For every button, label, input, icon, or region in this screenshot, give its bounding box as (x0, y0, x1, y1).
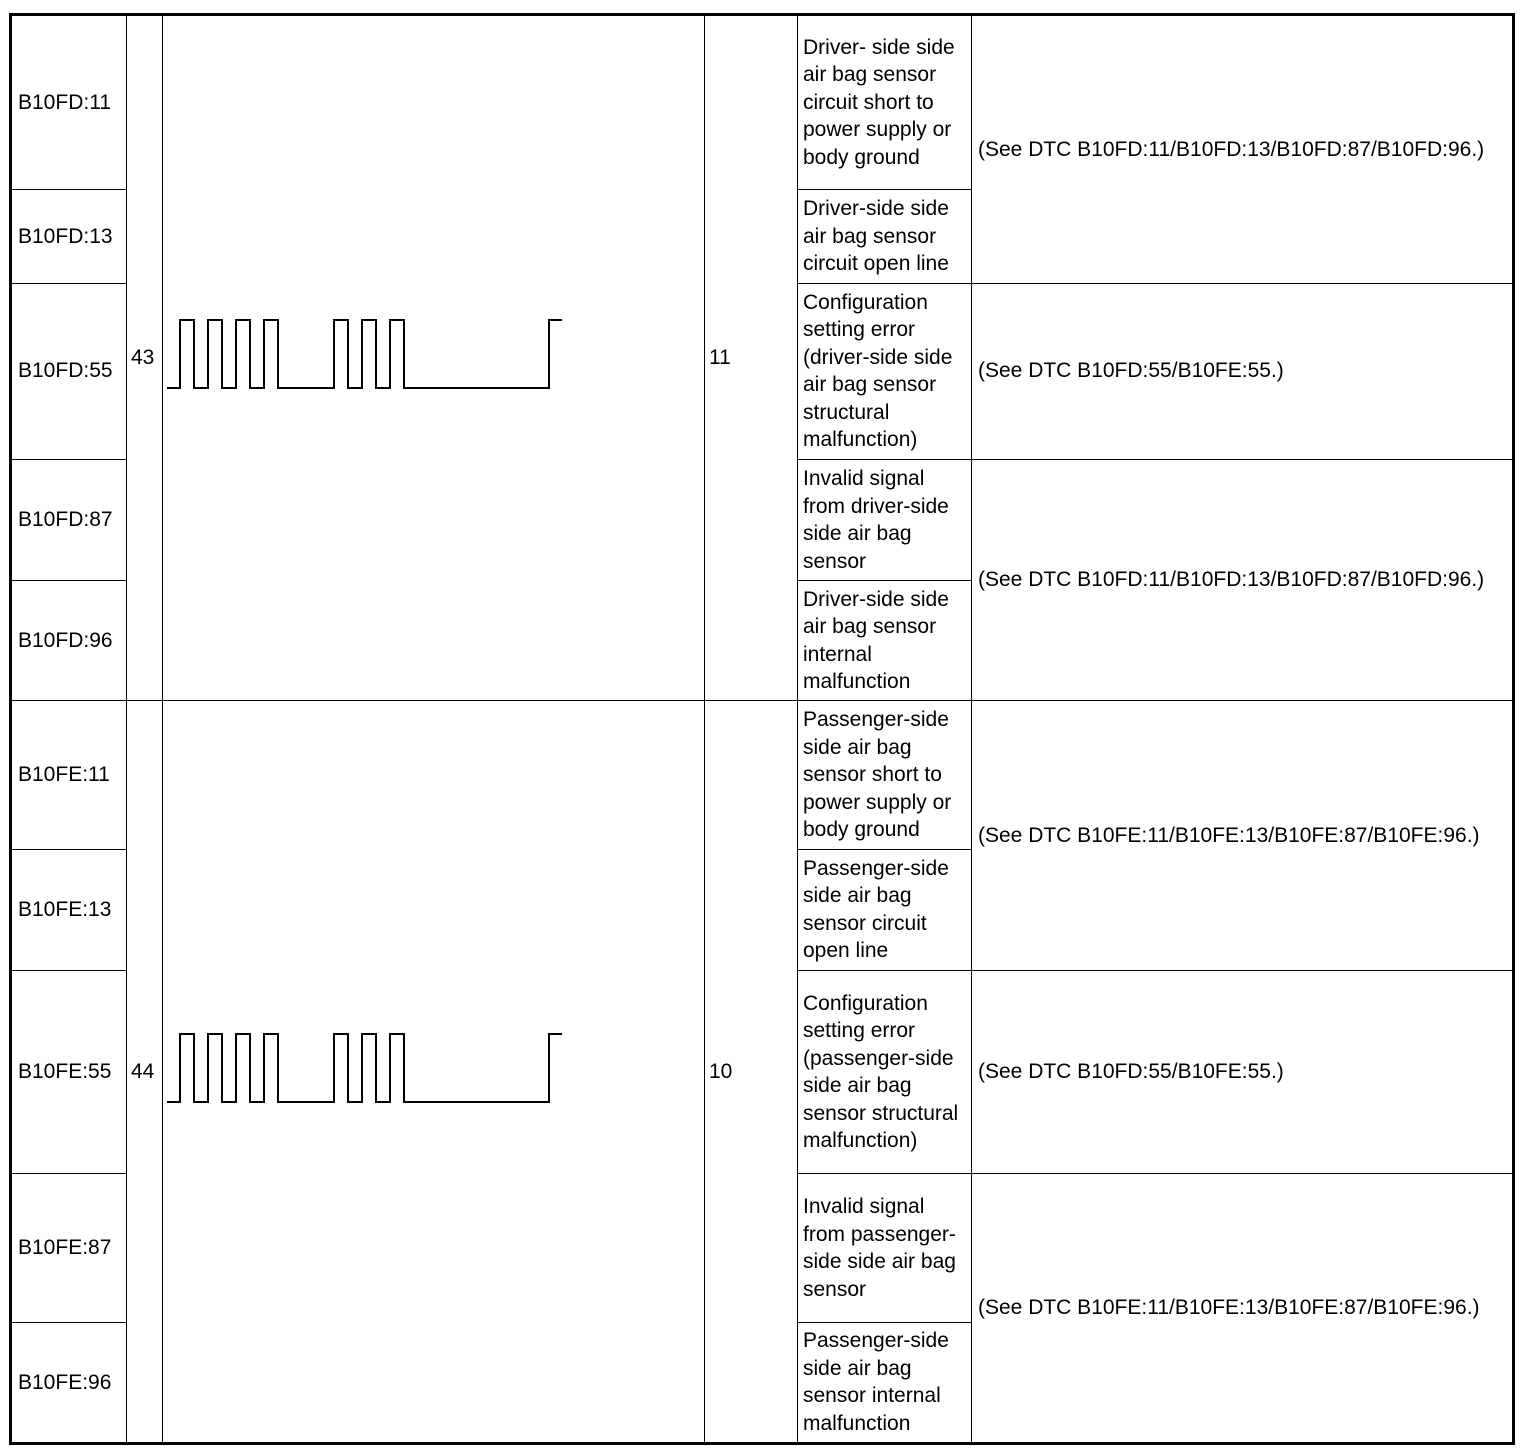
dtc-code: B10FD:96 (11, 581, 127, 701)
condition-cell: Configuration setting error (passenger-side side air bag sensor structural malfunction) (798, 970, 972, 1173)
reference-cell: (See DTC B10FD:55/B10FE:55.) (972, 970, 1514, 1173)
pulse-pattern-cell (163, 701, 705, 1444)
condition-cell: Passenger-side side air bag sensor internal malfunction (798, 1322, 972, 1443)
condition-cell: Passenger-side side air bag sensor circuit open line (798, 849, 972, 970)
dtc-code: B10FD:87 (11, 459, 127, 580)
dtc-table (9, 13, 1515, 1445)
dtc-code: B10FE:87 (11, 1174, 127, 1322)
dtc-code: B10FE:11 (11, 701, 127, 849)
reference-cell: (See DTC B10FE:11/B10FE:13/B10FE:87/B10FE:96.) (972, 701, 1514, 971)
condition-cell: Invalid signal from driver-side side air bag sensor (798, 459, 972, 580)
pulse-waveform (167, 318, 567, 398)
condition-cell: Configuration setting error (driver-side side air bag sensor structural malfunction) (798, 283, 972, 459)
condition-cell: Invalid signal from passenger-side side air bag sensor (798, 1174, 972, 1322)
dtc-code: B10FD:13 (11, 190, 127, 283)
flash-code: 11 (705, 15, 798, 701)
pulse-waveform-path (167, 320, 562, 388)
table-row (11, 701, 1514, 849)
dtc-code: B10FD:11 (11, 15, 127, 190)
pulse-pattern-cell (163, 15, 705, 701)
reference-cell: (See DTC B10FE:11/B10FE:13/B10FE:87/B10FE:96.) (972, 1174, 1514, 1444)
dtc-code: B10FD:55 (11, 283, 127, 459)
group-number: 43 (127, 15, 163, 701)
flash-code: 10 (705, 701, 798, 1444)
group-number: 44 (127, 701, 163, 1444)
dtc-code: B10FE:96 (11, 1322, 127, 1443)
table-row (11, 15, 1514, 190)
dtc-code: B10FE:55 (11, 970, 127, 1173)
condition-cell: Driver-side side air bag sensor internal malfunction (798, 581, 972, 701)
reference-cell: (See DTC B10FD:11/B10FD:13/B10FD:87/B10FD:96.) (972, 459, 1514, 701)
pulse-waveform (167, 1032, 567, 1112)
dtc-code: B10FE:13 (11, 849, 127, 970)
reference-cell: (See DTC B10FD:11/B10FD:13/B10FD:87/B10FD:96.) (972, 15, 1514, 284)
condition-cell: Passenger-side side air bag sensor short to power supply or body ground (798, 701, 972, 849)
condition-cell: Driver-side side air bag sensor circuit open line (798, 190, 972, 283)
reference-cell: (See DTC B10FD:55/B10FE:55.) (972, 283, 1514, 459)
condition-cell: Driver- side side air bag sensor circuit short to power supply or body ground (798, 15, 972, 190)
pulse-waveform-path (167, 1034, 562, 1102)
